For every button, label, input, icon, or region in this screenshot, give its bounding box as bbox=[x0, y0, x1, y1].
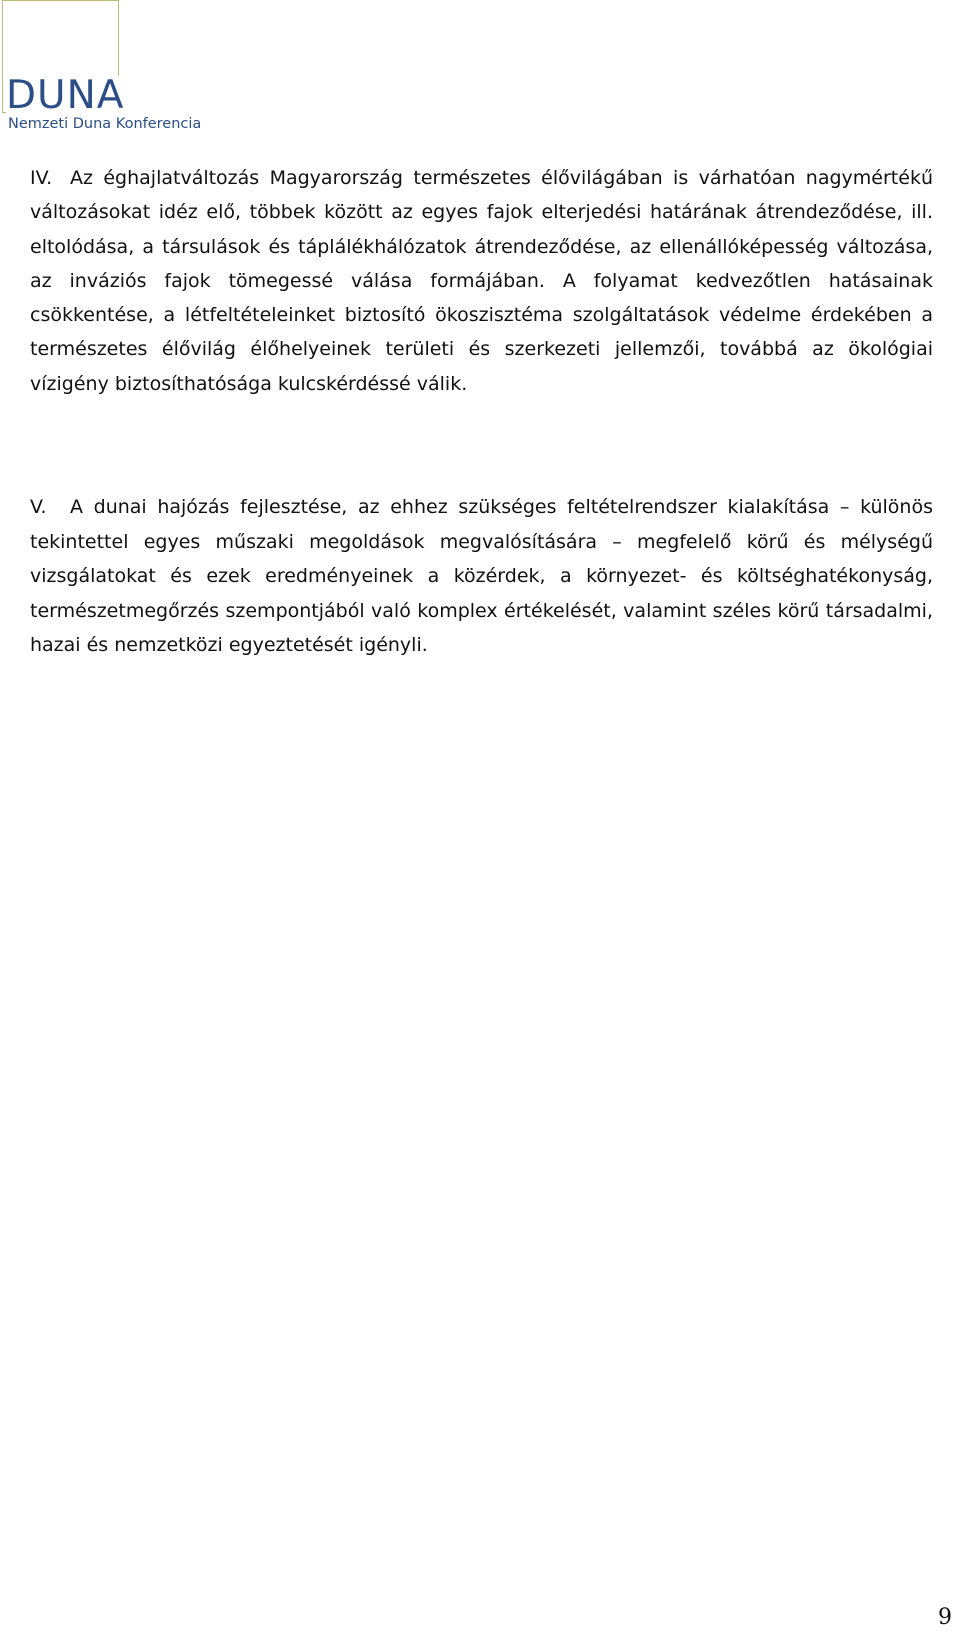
logo-name: DUNA bbox=[6, 73, 125, 118]
section-iv-text: Az éghajlatváltozás Magyarország természetes élővilágában is várhatóan nagymértékű változásokat idéz elő, többek között az egyes fajok elterjedési határának átrendeződése, ill. eltolódása, a társulások és táplálékhálózatok átrendeződése, az ellenállóképesség változása, az inváziós fajok tömegessé válása formájában. A folyamat kedvezőtlen hatásainak csökkentése, a létfeltételeinket biztosító ökoszisztéma szolgáltatások védelme érdekében a természetes élővilág élőhelyeinek területi és szerkezeti jellemzői, továbbá az ökológiai vízigény biztosíthatósága kulcskérdéssé válik. bbox=[30, 167, 933, 395]
logo-subtitle: Nemzeti Duna Konferencia bbox=[8, 116, 202, 132]
section-iv-paragraph bbox=[30, 161, 933, 401]
section-v-paragraph bbox=[30, 490, 933, 663]
section-v-number: V. bbox=[30, 496, 47, 518]
page-number: 9 bbox=[938, 1605, 952, 1630]
section-iv-number: IV. bbox=[30, 167, 53, 189]
section-v-text: A dunai hajózás fejlesztése, az ehhez szükséges feltételrendszer kialakítása – különös tekintettel egyes műszaki megoldások megvalósítására – megfelelő körű és mélységű vizsgálatokat és ezek eredményeinek a közérdek, a környezet- és költséghatékonyság, természetmegőrzés szempontjából való komplex értékelését, valamint széles körű társadalmi, hazai és nemzetközi egyeztetését igényli. bbox=[30, 496, 933, 656]
duna-logo bbox=[0, 0, 200, 134]
